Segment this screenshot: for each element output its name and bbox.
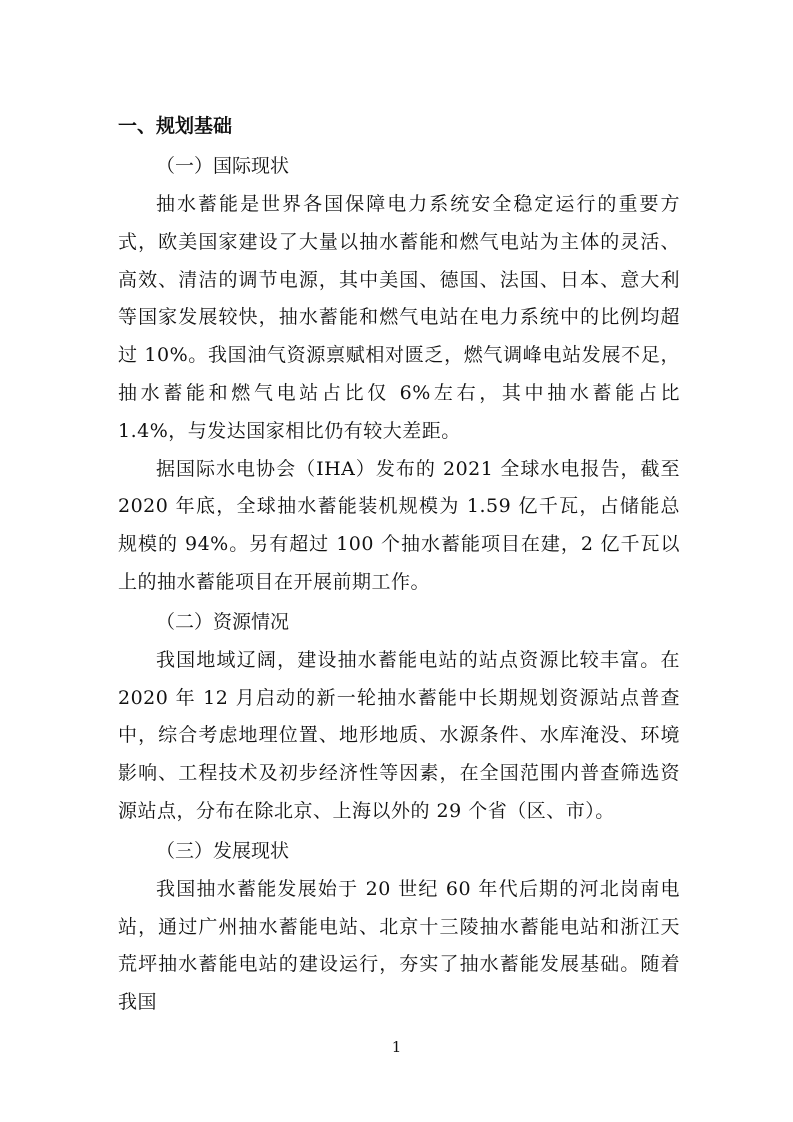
paragraph: 我国抽水蓄能发展始于 20 世纪 60 年代后期的河北岗南电站，通过广州抽水蓄能电站、北京十三陵抽水蓄能电站和浙江天荒坪抽水蓄能电站的建设运行，夯实了抽水蓄能发展基础。随着我国 — [118, 877, 680, 1014]
page-number: 1 — [391, 1038, 402, 1056]
paragraph: 我国地域辽阔，建设抽水蓄能电站的站点资源比较丰富。在 2020 年 12 月启动的新一轮抽水蓄能中长期规划资源站点普查中，综合考虑地理位置、地形地质、水源条件、水库淹没、环境影响、工程技术及初步经济性等因素，在全国范围内普查筛选资源站点，分布在除北京、上海以外的 29 个省（区、市）。 — [118, 648, 680, 822]
page-content — [118, 106, 680, 1022]
subsection-heading-resources: （二）资源情况 — [156, 610, 290, 633]
section-title: 一、规划基础 — [118, 115, 233, 137]
subsection-heading-international: （一）国际现状 — [156, 155, 290, 177]
paragraph: 据国际水电协会（IHA）发布的 2021 全球水电报告，截至 2020 年底，全球抽水蓄能装机规模为 1.59 亿千瓦，占储能总规模的 94%。另有超过 100 个抽水蓄能项目在建，2 亿千瓦以上的抽水蓄能项目在开展前期工作。 — [118, 457, 680, 593]
subsection-heading-development: （三）发展现状 — [156, 839, 290, 862]
paragraph: 抽水蓄能是世界各国保障电力系统安全稳定运行的重要方式，欧美国家建设了大量以抽水蓄能和燃气电站为主体的灵活、高效、清洁的调节电源，其中美国、德国、法国、日本、意大利等国家发展较快，抽水蓄能和燃气电站在电力系统中的比例均超过 10%。我国油气资源禀赋相对匮乏，燃气调峰电站发展不足，抽水蓄能和燃气电站占比仅 6%左右，其中抽水蓄能占比 1.4%，与发达国家相比仍有较大差距。 — [118, 193, 680, 442]
